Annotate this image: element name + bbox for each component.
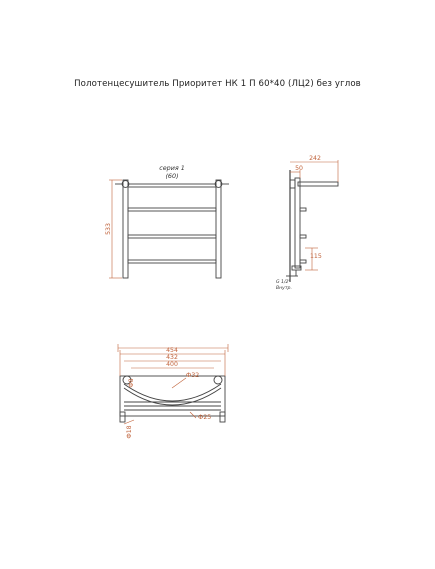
series-label: серия 1 [159, 164, 185, 172]
bar-diameter-label: Ф25 [198, 414, 212, 421]
thread-label: G 1/2" [276, 280, 291, 285]
side-shelf [298, 182, 338, 186]
side-depth-label: 242 [309, 155, 321, 162]
front-bar [128, 208, 216, 211]
front-view [115, 180, 229, 278]
side-offset-label: 50 [295, 165, 303, 172]
width-outer-label: 454 [166, 347, 178, 354]
top-curve [124, 384, 221, 401]
series-value: (60) [165, 172, 179, 180]
width-inner-label: 400 [166, 361, 178, 368]
top-right-fitting [214, 376, 222, 384]
front-height-label: 533 [105, 223, 112, 235]
wall-diameter-label: Ф8 [128, 378, 135, 388]
front-bar [128, 260, 216, 263]
width-mid-label: 432 [166, 354, 178, 361]
front-bar [128, 184, 216, 187]
mount-diameter-label: Ф18 [126, 425, 133, 439]
pipe-diameter-label: Ф32 [186, 372, 200, 379]
drawing-title: Полотенцесушитель Приоритет НК 1 П 60*40 (ЛЦ2) без углов [74, 79, 361, 89]
front-bar [128, 235, 216, 238]
thread-note: Внутр. [276, 286, 292, 291]
front-left-post [123, 180, 128, 278]
side-pipe [295, 178, 300, 268]
front-right-post [216, 180, 221, 278]
side-connection-label: 115 [310, 253, 322, 260]
